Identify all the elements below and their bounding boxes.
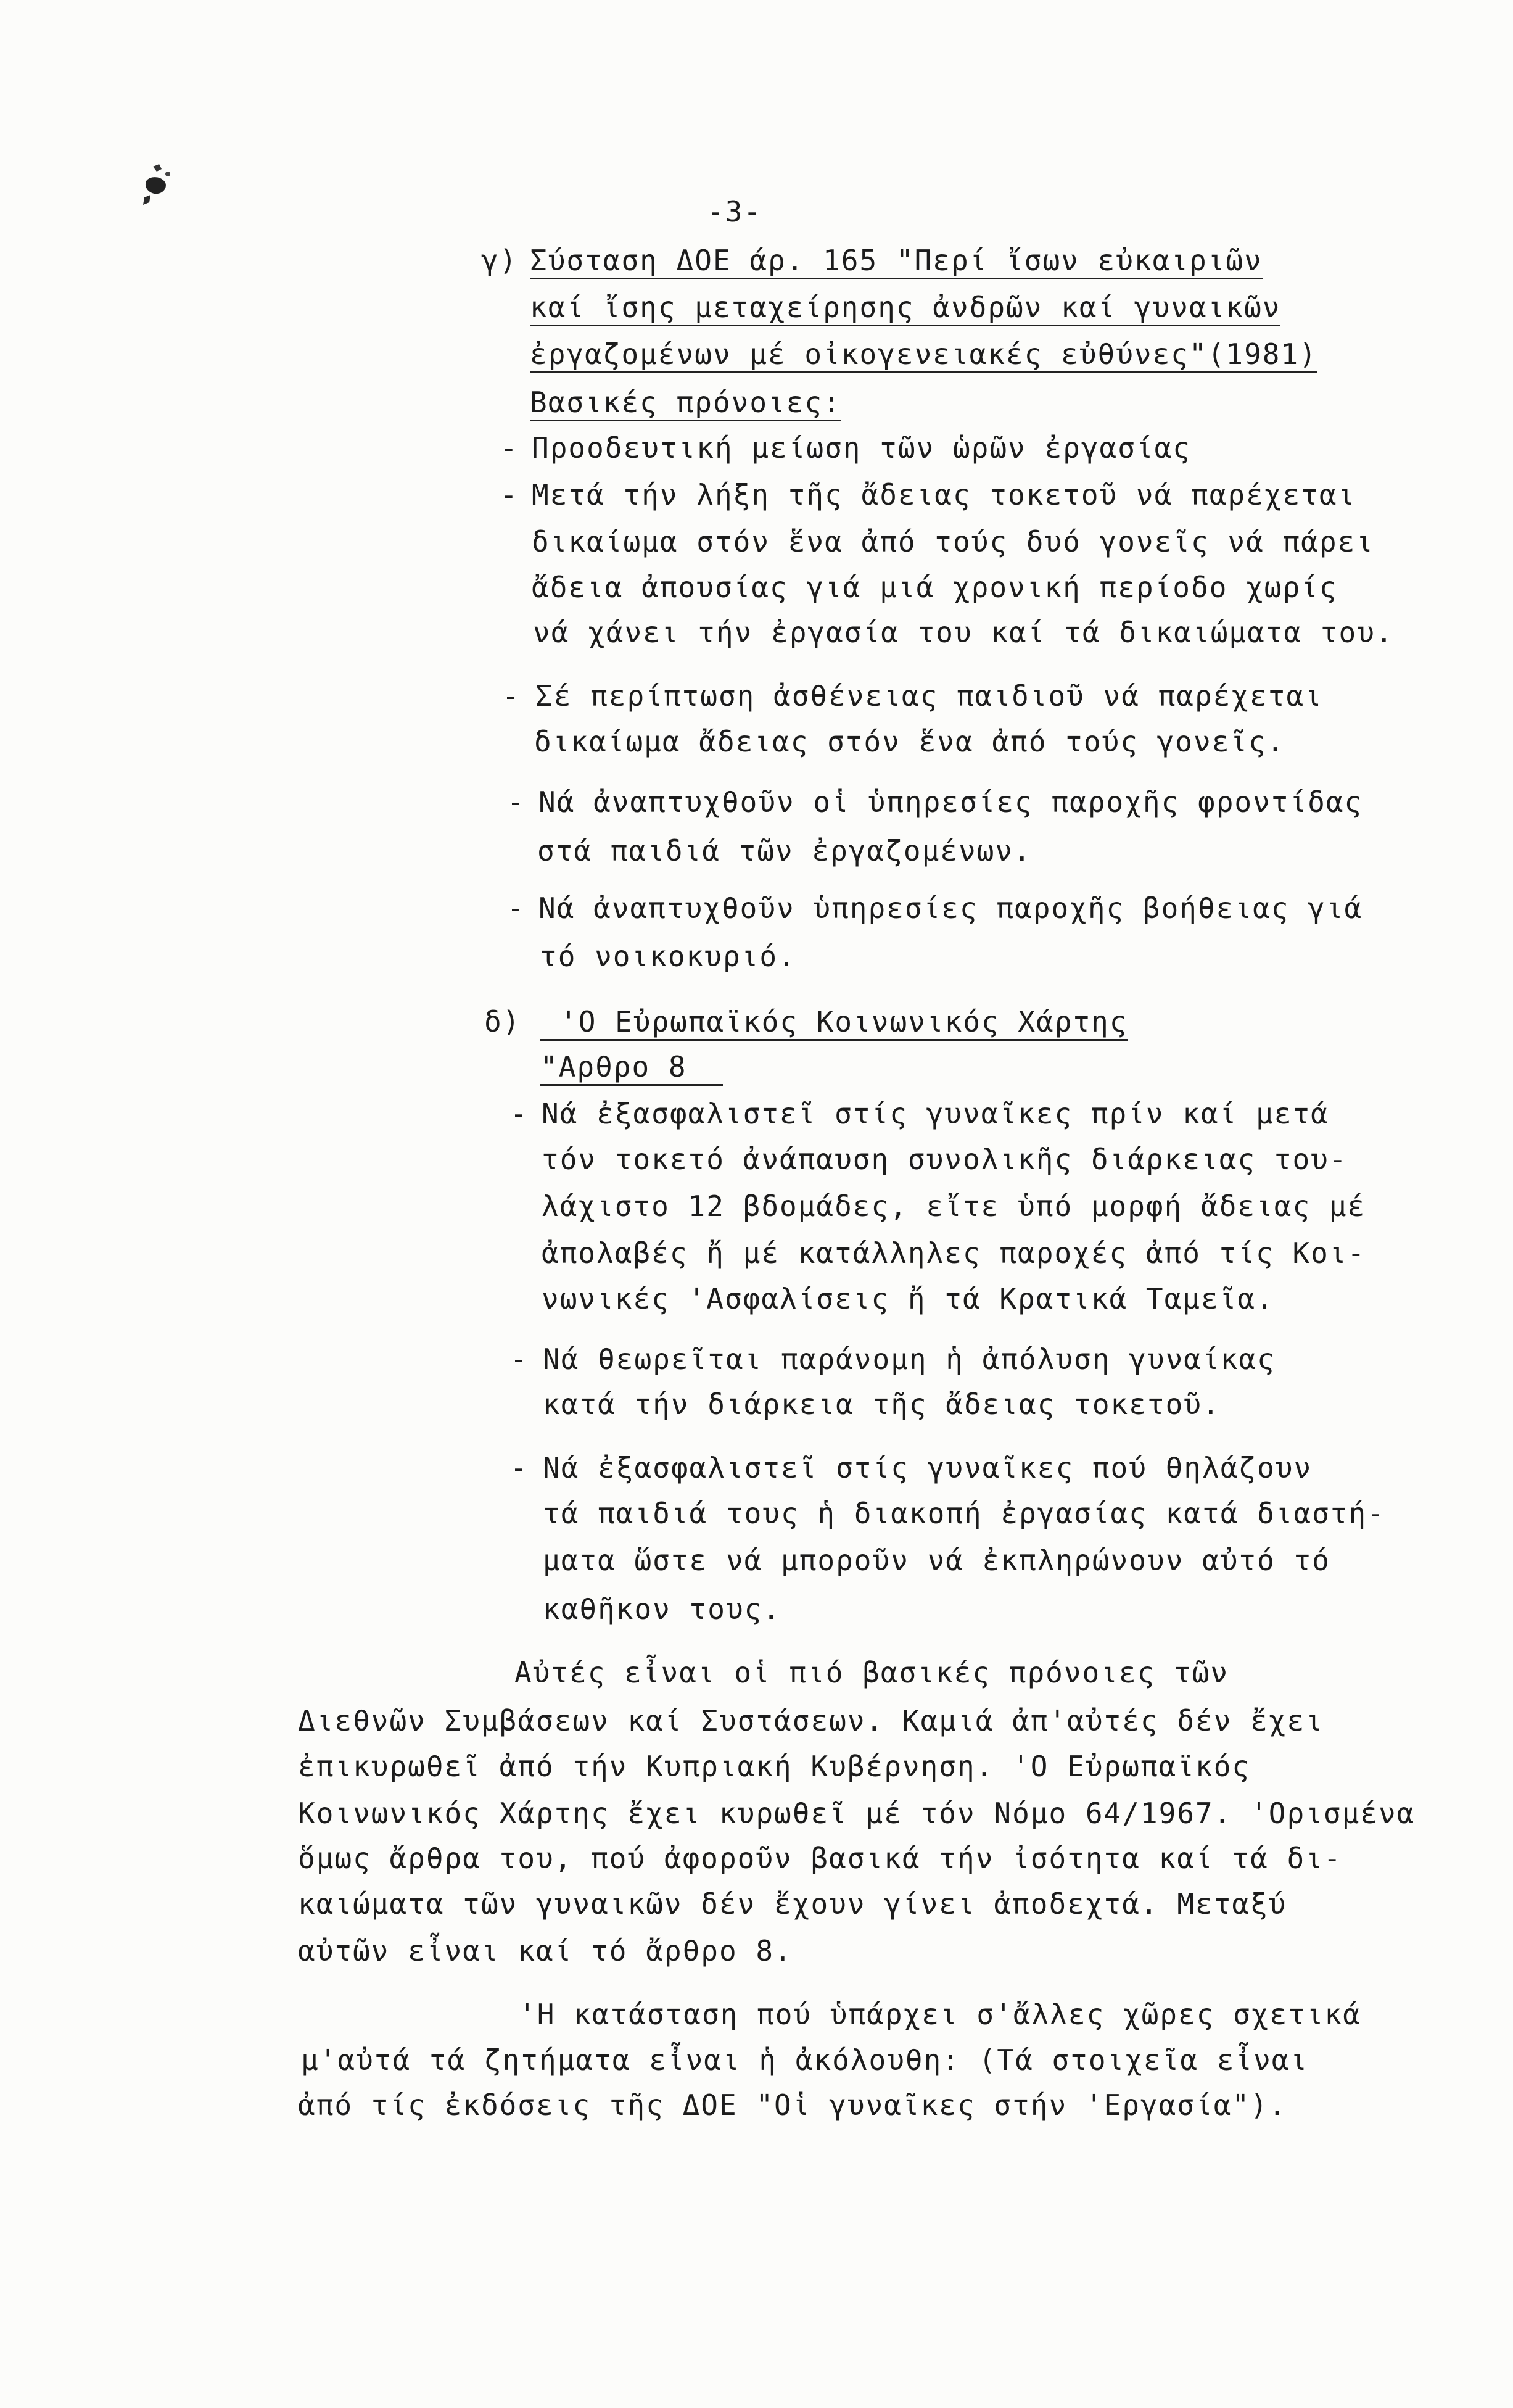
list-item-line: Μετά τήν λήξη τῆς ἄδειας τοκετοῦ νά παρέχεται <box>532 478 1356 511</box>
list-item-line: ἀπολαβές ἤ μέ κατάλληλες παροχές ἀπό τίς Κοι- <box>542 1236 1366 1270</box>
bullet-dash: - <box>502 679 521 713</box>
paragraph-line: ἐπικυρωθεῖ ἀπό τήν Κυπριακή Κυβέρνηση. 'Ο Εὐρωπαϊκός <box>298 1750 1251 1783</box>
section-subheading: Βασικές πρόνοιες: <box>530 385 841 421</box>
bullet-dash: - <box>510 1097 529 1130</box>
list-item-line: νά χάνει τήν ἐργασία του καί τά δικαιώματα του. <box>533 616 1394 649</box>
paragraph-line: καιώματα τῶν γυναικῶν δέν ἔχουν γίνει ἀποδεχτά. Μεταξύ <box>298 1887 1287 1921</box>
scan-smudge <box>141 162 175 209</box>
section-marker: δ) <box>484 1005 521 1038</box>
list-item-line: λάχιστο 12 βδομάδες, εἴτε ὑπό μορφή ἄδειας μέ <box>542 1190 1366 1223</box>
paragraph-line: ἀπό τίς ἐκδόσεις τῆς ΔΟΕ "Οἱ γυναῖκες στήν 'Εργασία"). <box>298 2088 1287 2122</box>
section-title-line: ἐργαζομένων μέ οἰκογενειακές εὐθύνες"(1981) <box>530 337 1317 373</box>
list-item-line: Νά ἐξασφαλιστεῖ στίς γυναῖκες πρίν καί μετά <box>542 1097 1329 1130</box>
section-title-line: Σύσταση ΔΟΕ άρ. 165 "Περί ἴσων εὐκαιριῶν <box>530 243 1263 279</box>
paragraph-line: μ'αὐτά τά ζητήματα εἶναι ἡ ἀκόλουθη: (Τά στοιχεῖα εἶναι <box>301 2043 1309 2077</box>
section-marker: γ) <box>481 244 518 277</box>
paragraph-line: ὅμως ἄρθρα του, πού ἀφοροῦν βασικά τήν ἰσότητα καί τά δι- <box>298 1842 1342 1875</box>
list-item-line: Νά θεωρεῖται παράνομη ἡ ἀπόλυση γυναίκας <box>543 1343 1276 1376</box>
page-number: -3- <box>707 195 762 228</box>
list-item-line: Προοδευτική μείωση τῶν ὡρῶν ἐργασίας <box>532 431 1191 465</box>
article-heading: "Αρθρο 8 <box>540 1049 723 1086</box>
list-item-line: νωνικές 'Ασφαλίσεις ἤ τά Κρατικά Ταμεῖα. <box>542 1282 1274 1315</box>
bullet-dash: - <box>500 431 519 465</box>
list-item-line: τόν τοκετό ἀνάπαυση συνολικῆς διάρκειας του- <box>542 1143 1348 1176</box>
list-item-line: Νά ἐξασφαλιστεῖ στίς γυναῖκες πού θηλάζουν <box>543 1451 1313 1484</box>
list-item-line: Νά ἀναπτυχθοῦν ὑπηρεσίες παροχῆς βοήθειας γιά <box>538 892 1363 925</box>
list-item-line: στά παιδιά τῶν ἐργαζομένων. <box>537 834 1032 867</box>
bullet-dash: - <box>507 785 526 819</box>
section-title-line: 'Ο Εὐρωπαϊκός Κοινωνικός Χάρτης <box>540 1004 1128 1041</box>
bullet-dash: - <box>510 1343 529 1376</box>
list-item-line: δικαίωμα στόν ἕνα ἀπό τούς δυό γονεῖς νά πάρει <box>532 525 1374 558</box>
list-item-line: κατά τήν διάρκεια τῆς ἄδειας τοκετοῦ. <box>543 1388 1221 1421</box>
paragraph-line: Αὐτές εἶναι οἱ πιό βασικές πρόνοιες τῶν <box>514 1656 1229 1689</box>
bullet-dash: - <box>507 892 526 925</box>
list-item-line: δικαίωμα ἄδειας στόν ἕνα ἀπό τούς γονεῖς. <box>534 725 1285 758</box>
list-item-line: τό νοικοκυριό. <box>540 940 796 973</box>
bullet-dash: - <box>500 478 519 511</box>
bullet-dash: - <box>510 1451 529 1484</box>
list-item-line: τά παιδιά τους ἡ διακοπή ἐργασίας κατά διαστή- <box>543 1497 1385 1530</box>
paragraph-line: Διεθνῶν Συμβάσεων καί Συστάσεων. Καμιά ἀπ'αὐτές δέν ἔχει <box>298 1704 1324 1737</box>
list-item-line: ματα ὥστε νά μποροῦν νά ἐκπληρώνουν αὐτό τό <box>543 1544 1330 1577</box>
paragraph-line: αὐτῶν εἶναι καί τό ἄρθρο 8. <box>298 1934 793 1967</box>
list-item-line: Σέ περίπτωση ἀσθένειας παιδιοῦ νά παρέχεται <box>535 679 1323 713</box>
section-title-line: καί ἴσης μεταχείρησης ἀνδρῶν καί γυναικῶν <box>530 290 1280 326</box>
list-item-line: καθῆκον τους. <box>543 1592 781 1626</box>
list-item-line: ἄδεια ἀπουσίας γιά μιά χρονική περίοδο χωρίς <box>532 571 1338 604</box>
paragraph-line: Κοινωνικός Χάρτης ἔχει κυρωθεῖ μέ τόν Νόμο 64/1967. 'Ορισμένα <box>298 1797 1416 1830</box>
list-item-line: Νά ἀναπτυχθοῦν οἱ ὑπηρεσίες παροχῆς φροντίδας <box>538 785 1363 819</box>
paragraph-line: 'Η κατάσταση πού ὑπάρχει σ'ἄλλες χῶρες σχετικά <box>519 1998 1361 2031</box>
